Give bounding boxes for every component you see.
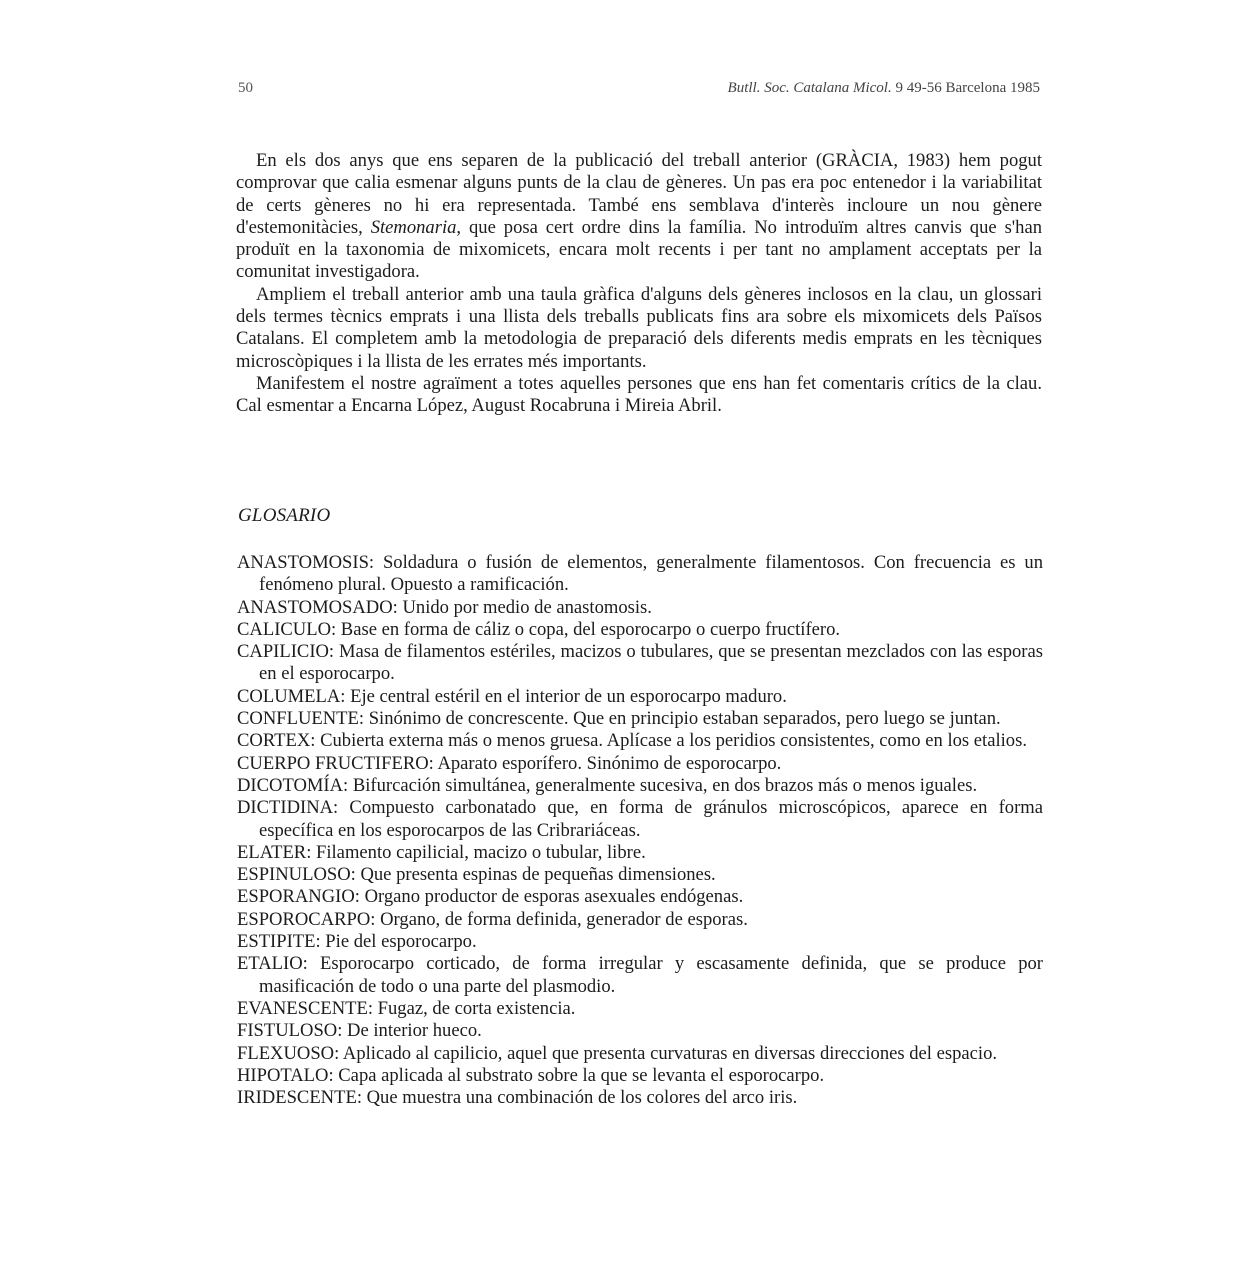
glossary-entry: ESTIPITE: Pie del esporocarpo.: [237, 931, 477, 953]
glossary-entry: ESPORANGIO: Organo productor de esporas asexuales endógenas.: [237, 886, 744, 908]
glossary-entry: FISTULOSO: De interior hueco.: [237, 1020, 482, 1042]
intro-paragraph: Ampliem el treball anterior amb una taula gràfica d'alguns dels gèneres inclosos en la clau, un glossari dels termes tècnics emprats i una llista dels treballs publicats fins ara sobre els mixomicets dels Països Catalans. El completem amb la metodologia de preparació dels diferents medis emprats en les tècniques microscòpiques i la llista de les errates més importants.: [236, 283, 1042, 372]
genus-name: Stemonaria: [370, 216, 457, 238]
glossary-entry: ETALIO: Esporocarpo corticado, de forma irregular y escasamente definida, que se produce por masificación de todo o una parte del plasmodio.: [237, 953, 1043, 997]
citation-details: 9 49-56 Barcelona 1985: [891, 80, 1040, 96]
page-number: 50: [238, 80, 253, 96]
glossary-entry: ANASTOMOSIS: Soldadura o fusión de elementos, generalmente filamentosos. Con frecuencia es un fenómeno plural. Opuesto a ramificación.: [237, 552, 1043, 596]
journal-citation: [728, 80, 1040, 97]
intro-paragraph: [236, 150, 1042, 284]
glossary-entry: CALICULO: Base en forma de cáliz o copa, del esporocarpo o cuerpo fructífero.: [237, 618, 841, 640]
glossary-title: GLOSARIO: [238, 505, 331, 526]
intro-p1-end: , que posa cert ordre dins la família. No introduïm altres canvis que s'han produït en la taxonomia de mixomicets, encara molt recents i per tant no amplament acceptats per la comunitat investigadora.: [236, 216, 1042, 283]
glossary-entry: EVANESCENTE: Fugaz, de corta existencia.: [237, 997, 576, 1019]
glossary-entry: ESPOROCARPO: Organo, de forma definida, generador de esporas.: [237, 908, 748, 930]
glossary-entry: CAPILICIO: Masa de filamentos estériles, macizos o tubulares, que se presentan mezclados con las esporas en el esporocarpo.: [237, 641, 1043, 685]
glossary-entry: ELATER: Filamento capilicial, macizo o tubular, libre.: [237, 841, 646, 863]
glossary-entry: CUERPO FRUCTIFERO: Aparato esporífero. Sinónimo de esporocarpo.: [237, 752, 782, 774]
glossary-entry: CORTEX: Cubierta externa más o menos gruesa. Aplícase a los peridios consistentes, como en los etalios.: [237, 730, 1027, 752]
glossary-list: [237, 552, 1043, 1109]
glossary-entry: FLEXUOSO: Aplicado al capilicio, aquel que presenta curvaturas en diversas direcciones del espacio.: [237, 1042, 998, 1064]
glossary-entry: HIPOTALO: Capa aplicada al substrato sobre la que se levanta el esporocarpo.: [237, 1064, 825, 1086]
journal-name: Butll. Soc. Catalana Micol.: [727, 80, 892, 96]
intro-text: [236, 150, 1042, 418]
glossary-entry: DICOTOMÍA: Bifurcación simultánea, generalmente sucesiva, en dos brazos más o menos iguales.: [237, 774, 978, 796]
intro-paragraph: Manifestem el nostre agraïment a totes aquelles persones que ens han fet comentaris crítics de la clau. Cal esmentar a Encarna López, August Rocabruna i Mireia Abril.: [236, 372, 1042, 417]
intro-p1-start: En els dos anys que ens separen de la publicació del treball anterior (GRÀCIA, 1983) hem pogut comprovar que calia esmenar alguns punts de la clau de gèneres. Un pas era poc entenedor i la variabilitat de certs gèneres no hi era representada. També ens semblava d'interès incloure un nou gènere d'estemonitàcies,: [236, 150, 1042, 238]
glossary-entry: DICTIDINA: Compuesto carbonatado que, en forma de gránulos microscópicos, aparece en forma específica en los esporocarpos de las Cribrariáceas.: [237, 797, 1043, 841]
glossary-entry: ESPINULOSO: Que presenta espinas de pequeñas dimensiones.: [237, 864, 716, 886]
glossary-entry: ANASTOMOSADO: Unido por medio de anastomosis.: [237, 596, 652, 618]
glossary-entry: CONFLUENTE: Sinónimo de concrescente. Que en principio estaban separados, pero luego se juntan.: [237, 708, 1001, 730]
glossary-entry: COLUMELA: Eje central estéril en el interior de un esporocarpo maduro.: [237, 685, 787, 707]
glossary-entry: IRIDESCENTE: Que muestra una combinación de los colores del arco iris.: [237, 1087, 798, 1109]
